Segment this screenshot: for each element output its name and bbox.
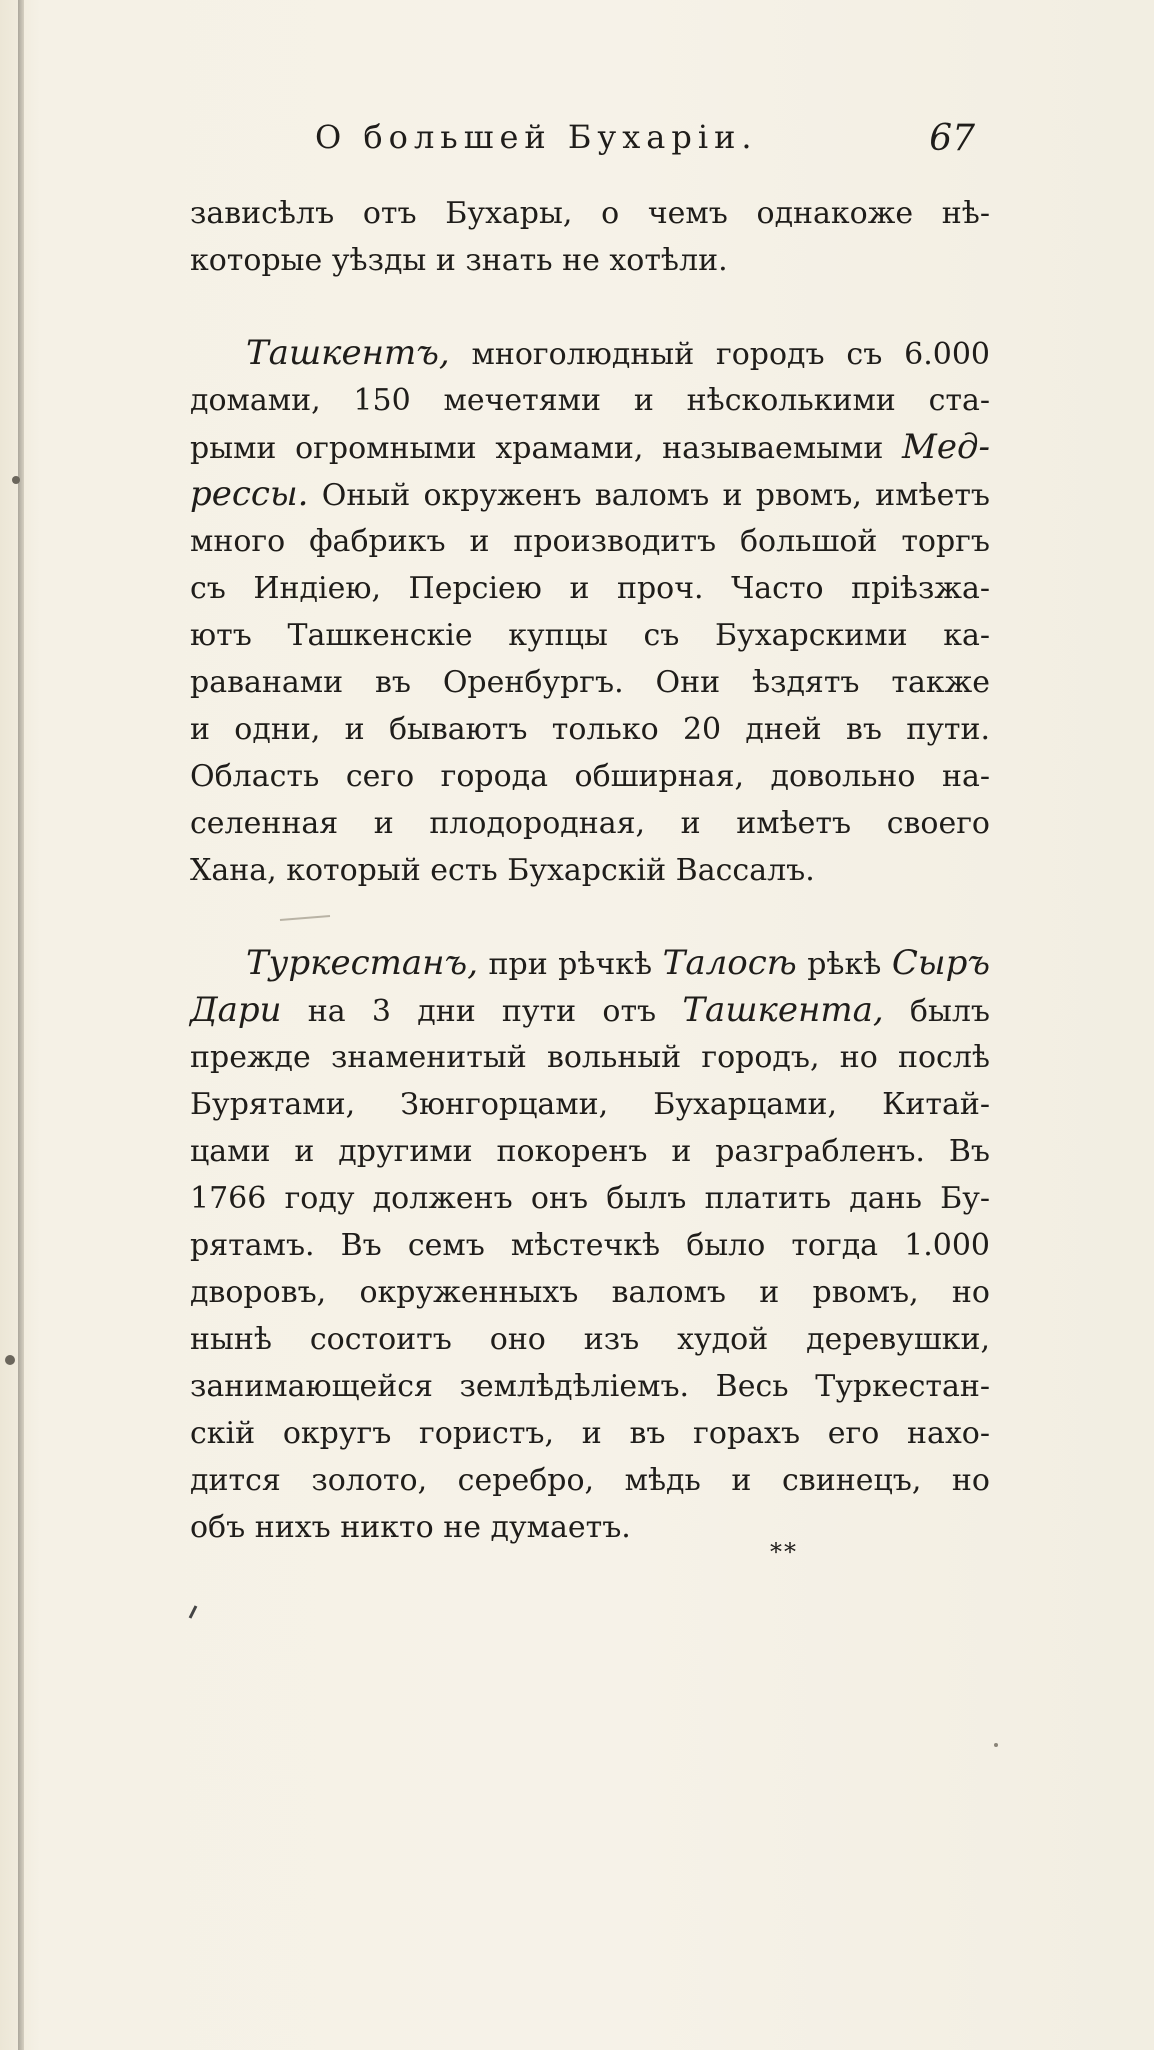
term-italic: рессы.: [190, 474, 309, 514]
text-line: Бурятами, Зюнгорцами, Бухарцами, Китай-: [190, 1087, 990, 1122]
text-line: занимающейся землѣдѣліемъ. Весь Туркестан-: [190, 1369, 990, 1404]
place-name: Дари: [190, 990, 282, 1030]
text-line: селенная и плодородная, и имѣетъ своего: [190, 806, 990, 841]
text-line: съ Индіею, Персіею и проч. Часто пріѣзжа-: [190, 571, 990, 606]
text-line: объ нихъ никто не думаетъ.: [190, 1510, 631, 1545]
text-line: много фабрикъ и производитъ большой торгъ: [190, 524, 990, 559]
running-title: О большей Бухаріи.: [315, 118, 758, 156]
text-line: которые уѣзды и знать не хотѣли.: [190, 243, 728, 278]
text-line: Область сего города обширная, довольно на-: [190, 759, 990, 794]
text-line: прежде знаменитый вольный городъ, но послѣ: [190, 1040, 990, 1075]
text-line: Дари на 3 дни пути отъ Ташкента, былъ: [190, 990, 990, 1030]
place-name: Талосѣ: [662, 943, 797, 983]
place-name: Ташкентъ,: [246, 333, 450, 373]
place-name: Туркестанъ,: [246, 943, 479, 983]
text-line: рессы. Оный окруженъ валомъ и рвомъ, имѣетъ: [190, 474, 990, 514]
text-line: дится золото, серебро, мѣдь и свинецъ, но: [190, 1463, 990, 1498]
text-line: ютъ Ташкенскіе купцы съ Бухарскими ка-: [190, 618, 990, 653]
page-header: [315, 118, 975, 168]
term-italic: Мед-: [902, 427, 990, 467]
text-line: рятамъ. Въ семъ мѣстечкѣ было тогда 1.000: [190, 1228, 990, 1263]
text-line: нынѣ состоитъ оно изъ худой деревушки,: [190, 1322, 990, 1357]
place-name: Ташкента,: [682, 990, 884, 1030]
text-line: рыми огромными храмами, называемыми Мед-: [190, 427, 990, 467]
text-line: зависѣлъ отъ Бухары, о чемъ однакоже нѣ-: [190, 196, 990, 231]
page-body: [190, 190, 990, 1551]
text-line: раванами въ Оренбургъ. Они ѣздятъ также: [190, 665, 990, 700]
text-line: Ташкентъ, многолюдный городъ съ 6.000: [246, 333, 990, 373]
ornament-asterisks: **: [770, 1538, 798, 1566]
text-line: дворовъ, окруженныхъ валомъ и рвомъ, но: [190, 1275, 990, 1310]
text-line: Туркестанъ, при рѣчкѣ Талосѣ рѣкѣ Сыръ: [246, 943, 990, 983]
text-line: 1766 году долженъ онъ былъ платить дань Бу-: [190, 1181, 990, 1216]
text-line: домами, 150 мечетями и нѣсколькими ста-: [190, 383, 990, 418]
place-name: Сыръ: [891, 943, 990, 983]
text-line: скій округъ гористъ, и въ горахъ его нахо-: [190, 1416, 990, 1451]
text-line: Хана, который есть Бухарскій Вассалъ.: [190, 853, 815, 888]
text-line: цами и другими покоренъ и разграбленъ. Въ: [190, 1134, 990, 1169]
text-line: и одни, и бываютъ только 20 дней въ пути.: [190, 712, 990, 747]
page-number: 67: [929, 118, 975, 159]
